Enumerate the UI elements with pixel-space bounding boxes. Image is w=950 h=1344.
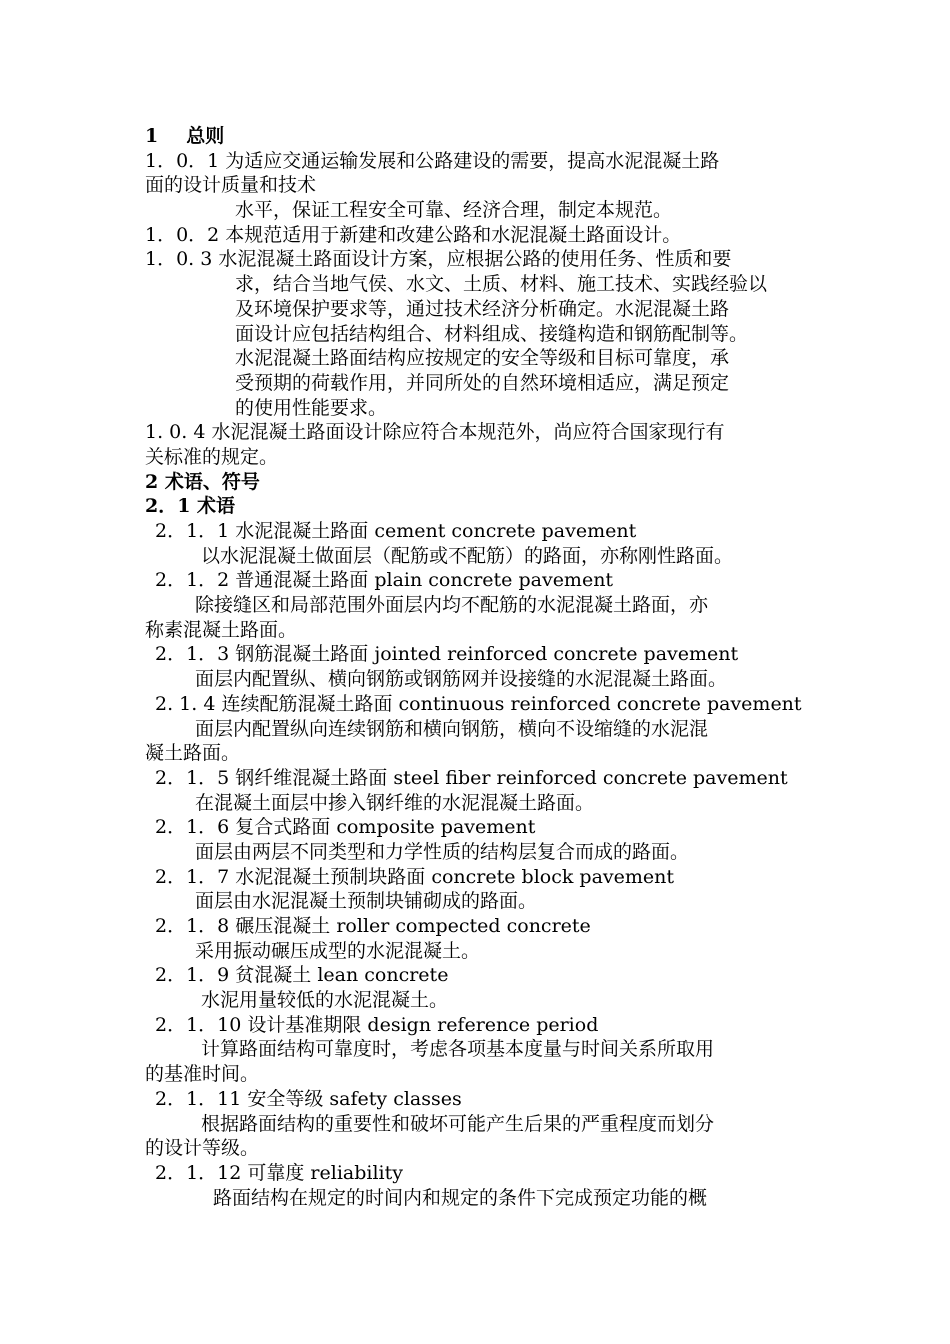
term-2-1-4-definition-line-1: 面层内配置纵向连续钢筋和横向钢筋，横向不设缩缝的水泥混 [195, 717, 709, 740]
term-2-1-7-title: 2．1．7 水泥混凝土预制块路面 concrete block pavement [155, 865, 675, 888]
clause-1-0-1-line-1: 1．0．1 为适应交通运输发展和公路建设的需要，提高水泥混凝土路 [145, 149, 720, 172]
clause-1-0-3-line-3: 及环境保护要求等，通过技术经济分析确定。水泥混凝土路 [235, 297, 730, 320]
term-2-1-3-title: 2．1．3 钢筋混凝土路面 jointed reinforced concrete pavement [155, 643, 739, 666]
chapter-1-heading [145, 124, 810, 149]
clause-1-0-3-line-5: 水泥混凝土路面结构应按规定的安全等级和目标可靠度，承 [235, 347, 730, 370]
term-2-1-9-title: 2．1．9 贫混凝土 lean concrete [155, 964, 449, 987]
clause-1-0-1-line-3: 水平，保证工程安全可靠、经济合理，制定本规范。 [235, 199, 673, 222]
term-2-1-10-definition-line-1: 计算路面结构可靠度时，考虑各项基本度量与时间关系所取用 [201, 1038, 715, 1061]
term-2-1-2-title: 2．1．2 普通混凝土路面 plain concrete pavement [155, 569, 614, 592]
term-2-1-7-definition: 面层由水泥混凝土预制块铺砌成的路面。 [195, 890, 538, 913]
term-2-1-8-definition: 采用振动碾压成型的水泥混凝土。 [195, 939, 481, 962]
clause-1-0-3-line-4: 面设计应包括结构组合、材料组成、接缝构造和钢筋配制等。 [235, 322, 749, 345]
term-2-1-8-title: 2．1．8 碾压混凝土 roller compected concrete [155, 915, 591, 937]
term-2-1-2-definition-line-1: 除接缝区和局部范围外面层内均不配筋的水泥混凝土路面，亦 [195, 594, 709, 617]
term-2-1-1-definition: 以水泥混凝土做面层（配筋或不配筋）的路面，亦称刚性路面。 [201, 544, 734, 567]
term-2-1-12-definition: 路面结构在规定的时间内和规定的条件下完成预定功能的概 [213, 1186, 708, 1209]
term-2-1-11-definition-line-1: 根据路面结构的重要性和破坏可能产生后果的严重程度而划分 [201, 1112, 715, 1135]
clause-1-0-4-line-1: 1. 0. 4 水泥混凝土路面设计除应符合本规范外，尚应符合国家现行有 [145, 421, 725, 444]
document-body [145, 124, 810, 1210]
term-2-1-5-definition: 在混凝土面层中掺入钢纤维的水泥混凝土路面。 [195, 791, 595, 814]
term-2-1-5-title: 2．1．5 钢纤维混凝土路面 steel fiber reinforced concrete pavement [155, 766, 788, 789]
term-2-1-10-definition-line-2: 的基准时间。 [145, 1063, 260, 1086]
term-2-1-9-definition: 水泥用量较低的水泥混凝土。 [201, 989, 449, 1012]
term-2-1-1-title: 2．1．1 水泥混凝土路面 cement concrete pavement [155, 520, 637, 542]
term-2-1-3-definition: 面层内配置纵、横向钢筋或钢筋网并设接缝的水泥混凝土路面。 [195, 668, 728, 691]
term-2-1-2-definition-line-2: 称素混凝土路面。 [145, 618, 298, 641]
clause-1-0-4-line-2: 关标准的规定。 [145, 445, 279, 468]
clause-1-0-3-line-6: 受预期的荷载作用，并同所处的自然环境相适应，满足预定 [235, 371, 730, 394]
term-2-1-6-definition: 面层由两层不同类型和力学性质的结构层复合而成的路面。 [195, 840, 690, 863]
term-2-1-11-definition-line-2: 的设计等级。 [145, 1137, 260, 1160]
term-2-1-10-title: 2．1．10 设计基准期限 design reference period [155, 1013, 599, 1036]
term-2-1-6-title: 2．1．6 复合式路面 composite pavement [155, 816, 536, 839]
term-2-1-4-title: 2. 1. 4 连续配筋混凝土路面 continuous reinforced concrete pavement [155, 692, 802, 715]
section-2-1-heading: 2．1 术语 [145, 495, 236, 518]
term-2-1-12-title: 2．1．12 可靠度 reliability [155, 1161, 404, 1184]
chapter-1-title: 总则 [186, 125, 225, 147]
clause-1-0-3-line-2: 求，结合当地气侯、水文、土质、材料、施工技术、实践经验以 [235, 273, 768, 296]
term-2-1-4-definition-line-2: 凝土路面。 [145, 742, 241, 765]
chapter-2-heading: 2 术语、符号 [145, 470, 260, 493]
clause-1-0-3-line-7: 的使用性能要求。 [235, 396, 388, 419]
clause-1-0-2: 1．0．2 本规范适用于新建和改建公路和水泥混凝土路面设计。 [145, 223, 682, 246]
clause-1-0-3-line-1: 1．0. 3 水泥混凝土路面设计方案，应根据公路的使用任务、性质和要 [145, 248, 732, 271]
term-2-1-11-title: 2．1．11 安全等级 safety classes [155, 1087, 462, 1110]
clause-1-0-1-line-2: 面的设计质量和技术 [145, 174, 317, 197]
chapter-1-number: 1 [145, 125, 159, 147]
